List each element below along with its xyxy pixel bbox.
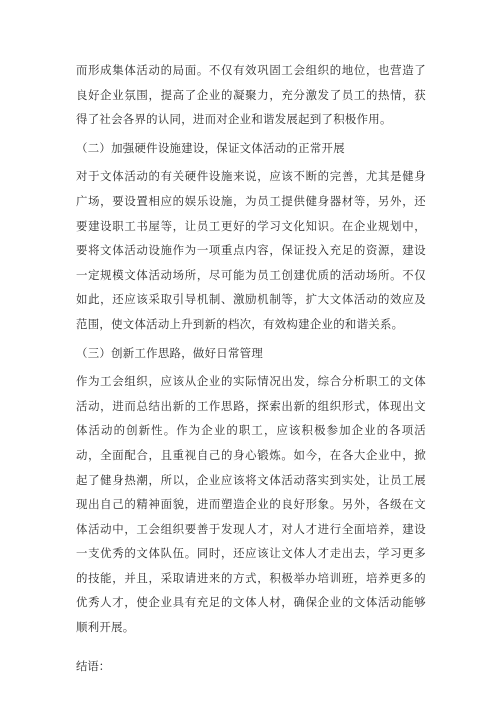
document-body [76, 58, 426, 690]
section-heading-2: （二）加强硬件设施建设，保证文体活动的正常开展 [76, 140, 345, 155]
conclusion-heading: 结语： [76, 658, 111, 673]
section-heading-3: （三）创新工作思路，做好日常管理 [76, 345, 264, 360]
paragraph-work-innovation: 作为工会组织，应该从企业的实际情况出发，综合分析职工的文体活动，进而总结出新的工作思路，探索出新的组织形式，体现出文体活动的创新性。作为企业的职工，应该积极参加企业的各项活动，全面配合，且重视自己的身心锻炼。如今，在各大企业中，掀起了健身热潮，所以，企业应该将文体活动落实到实处，让员工展现出自己的精神面貌，进而塑造企业的良好形象。另外，各级在文体活动中，工会组织要善于发现人才，对人才进行全面培养，建设一支优秀的文体队伍。同时，还应该让文体人才走出去，学习更多的技能，并且，采取请进来的方式，积极举办培训班，培养更多的优秀人才，使企业具有充足的文体人材，确保企业的文体活动能够顺利开展。 [76, 374, 426, 635]
paragraph-hardware-facilities: 对于文体活动的有关硬件设施来说，应该不断的完善，尤其是健身广场，要设置相应的娱乐设施，为员工提供健身器材等，另外，还要建设职工书屋等，让员工更好的学习文化知识。在企业规划中，要将文体活动设施作为一项重点内容，保证投入充足的资源，建设一定规模文体活动场所，尽可能为员工创建优质的活动场所。不仅如此，还应该采取引导机制、激励机制等，扩大文体活动的效应及范围，使文体活动上升到新的档次，有效构建企业的和谐关系。 [76, 169, 426, 331]
paragraph-continuation: 而形成集体活动的局面。不仅有效巩固工会组织的地位，也营造了良好企业氛围，提高了企业的凝聚力，充分激发了员工的热情，获得了社会各界的认同，进而对企业和谐发展起到了积极作用。 [76, 63, 426, 127]
